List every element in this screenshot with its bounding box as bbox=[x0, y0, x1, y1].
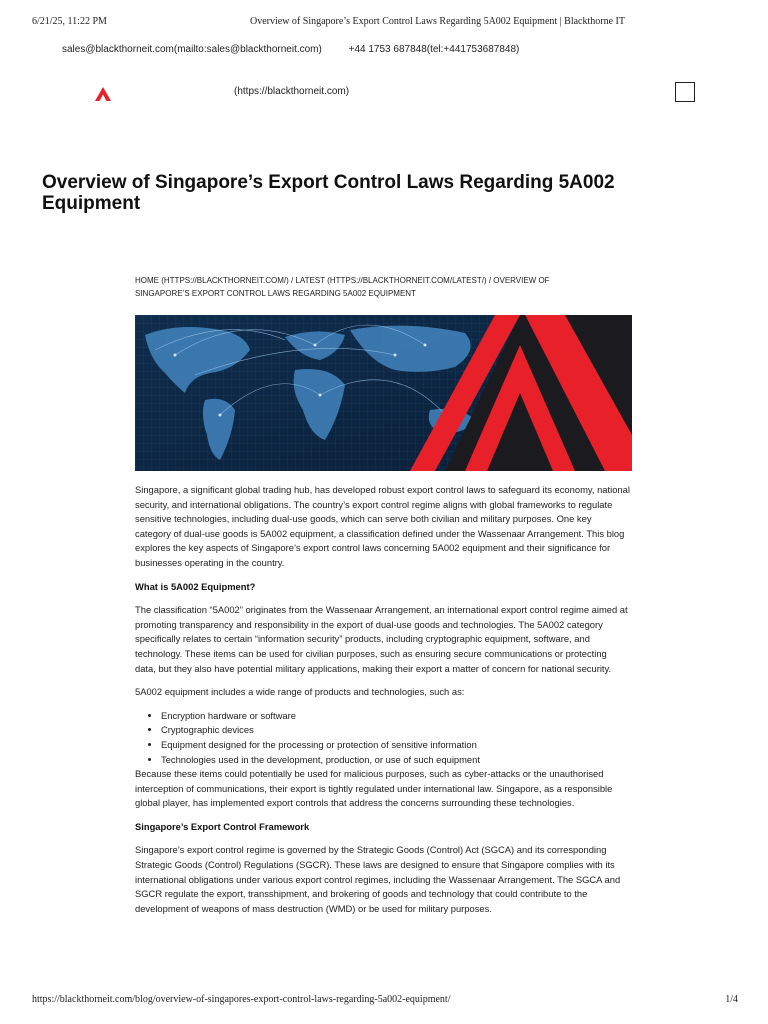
list-item: • Encryption hardware or software bbox=[161, 709, 630, 724]
intro-paragraph: Singapore, a significant global trading hub, has developed robust export control laws to safeguard its economy, national security, and international obligations. The country’s export control regime aligns with global frameworks to regulate sensitive technologies, including dual-use goods, which can serve both civilian and military purposes. One key category of dual-use goods is 5A002 equipment, a classification defined under the Wassenaar Arrangement. This blog explores the key aspects of Singapore’s export control laws concerning 5A002 equipment and their significance for businesses operating in the country. bbox=[135, 484, 630, 568]
contact-email-link[interactable]: sales@blackthorneit.com(mailto:sales@blackthorneit.com) bbox=[62, 44, 322, 55]
print-url: https://blackthorneit.com/blog/overview-of-singapores-export-control-laws-regarding-5a002-equipment/ bbox=[32, 994, 451, 1005]
list-item: • Equipment designed for the processing or protection of sensitive information bbox=[161, 738, 630, 753]
list-item: • Technologies used in the development, production, or use of such equipment bbox=[161, 753, 630, 768]
world-map-illustration bbox=[135, 315, 632, 471]
list-item: • Cryptographic devices bbox=[161, 723, 630, 738]
section1-paragraph-2: 5A002 equipment includes a wide range of products and technologies, such as: bbox=[135, 686, 465, 698]
equipment-list bbox=[135, 709, 630, 767]
breadcrumb[interactable]: HOME (HTTPS://BLACKTHORNEIT.COM/) / LATEST (HTTPS://BLACKTHORNEIT.COM/LATEST/) / OVERVIEW OF SINGAPORE’S EXPORT CONTROL LAWS REGARDING 5A002 EQUIPMENT bbox=[135, 276, 550, 298]
contact-bar bbox=[62, 44, 543, 55]
page-number: 1/4 bbox=[725, 994, 738, 1005]
section1-paragraph-1: The classification “5A002” originates from the Wassenaar Arrangement, an international export control regime aimed at promoting transparency and responsibility in the export of dual-use goods and technologies. The 5A002 category specifically relates to certain “information security” products, including cryptographic equipment, software, and technology. These items can be used for civilian purposes, such as ensuring secure communications or protecting data, but they also have potential military applications, making their export a matter of concern for national security. bbox=[135, 604, 628, 674]
contact-phone-link[interactable]: +44 1753 687848(tel:+441753687848) bbox=[348, 44, 520, 55]
section-heading-framework: Singapore’s Export Control Framework bbox=[135, 820, 310, 832]
blackthorne-logo-icon[interactable] bbox=[95, 87, 111, 101]
section1-paragraph-3: Because these items could potentially be used for malicious purposes, such as cyber-attacks or the unauthorised interception of communications, their export is tightly regulated under international law. Singapore, as a responsible global player, has implemented export controls that address the concerns surrounding these technologies. bbox=[135, 768, 613, 809]
article-body bbox=[135, 483, 630, 925]
page-title: Overview of Singapore’s Export Control Laws Regarding 5A002 Equipment bbox=[42, 172, 615, 214]
home-link[interactable]: (https://blackthorneit.com) bbox=[234, 86, 350, 97]
section-heading-5a002: What is 5A002 Equipment? bbox=[135, 580, 256, 592]
section2-paragraph-1: Singapore’s export control regime is governed by the Strategic Goods (Control) Act (SGCA) and its corresponding Strategic Goods (Control) Regulations (SGCR). These laws are designed to ensure that Singapore complies with its international obligations under various export control regimes, including the Wassenaar Arrangement. The SGCA and SGCR regulate the export, transshipment, and brokering of goods and technology that could contribute to the development of weapons of mass destruction (WMD) or be used for military purposes. bbox=[135, 844, 621, 914]
hero-image bbox=[135, 315, 632, 471]
print-page-title: Overview of Singapore’s Export Control Laws Regarding 5A002 Equipment | Blackthorne IT bbox=[250, 16, 625, 27]
print-date: 6/21/25, 11:22 PM bbox=[32, 16, 107, 27]
menu-toggle-button[interactable] bbox=[675, 82, 695, 102]
